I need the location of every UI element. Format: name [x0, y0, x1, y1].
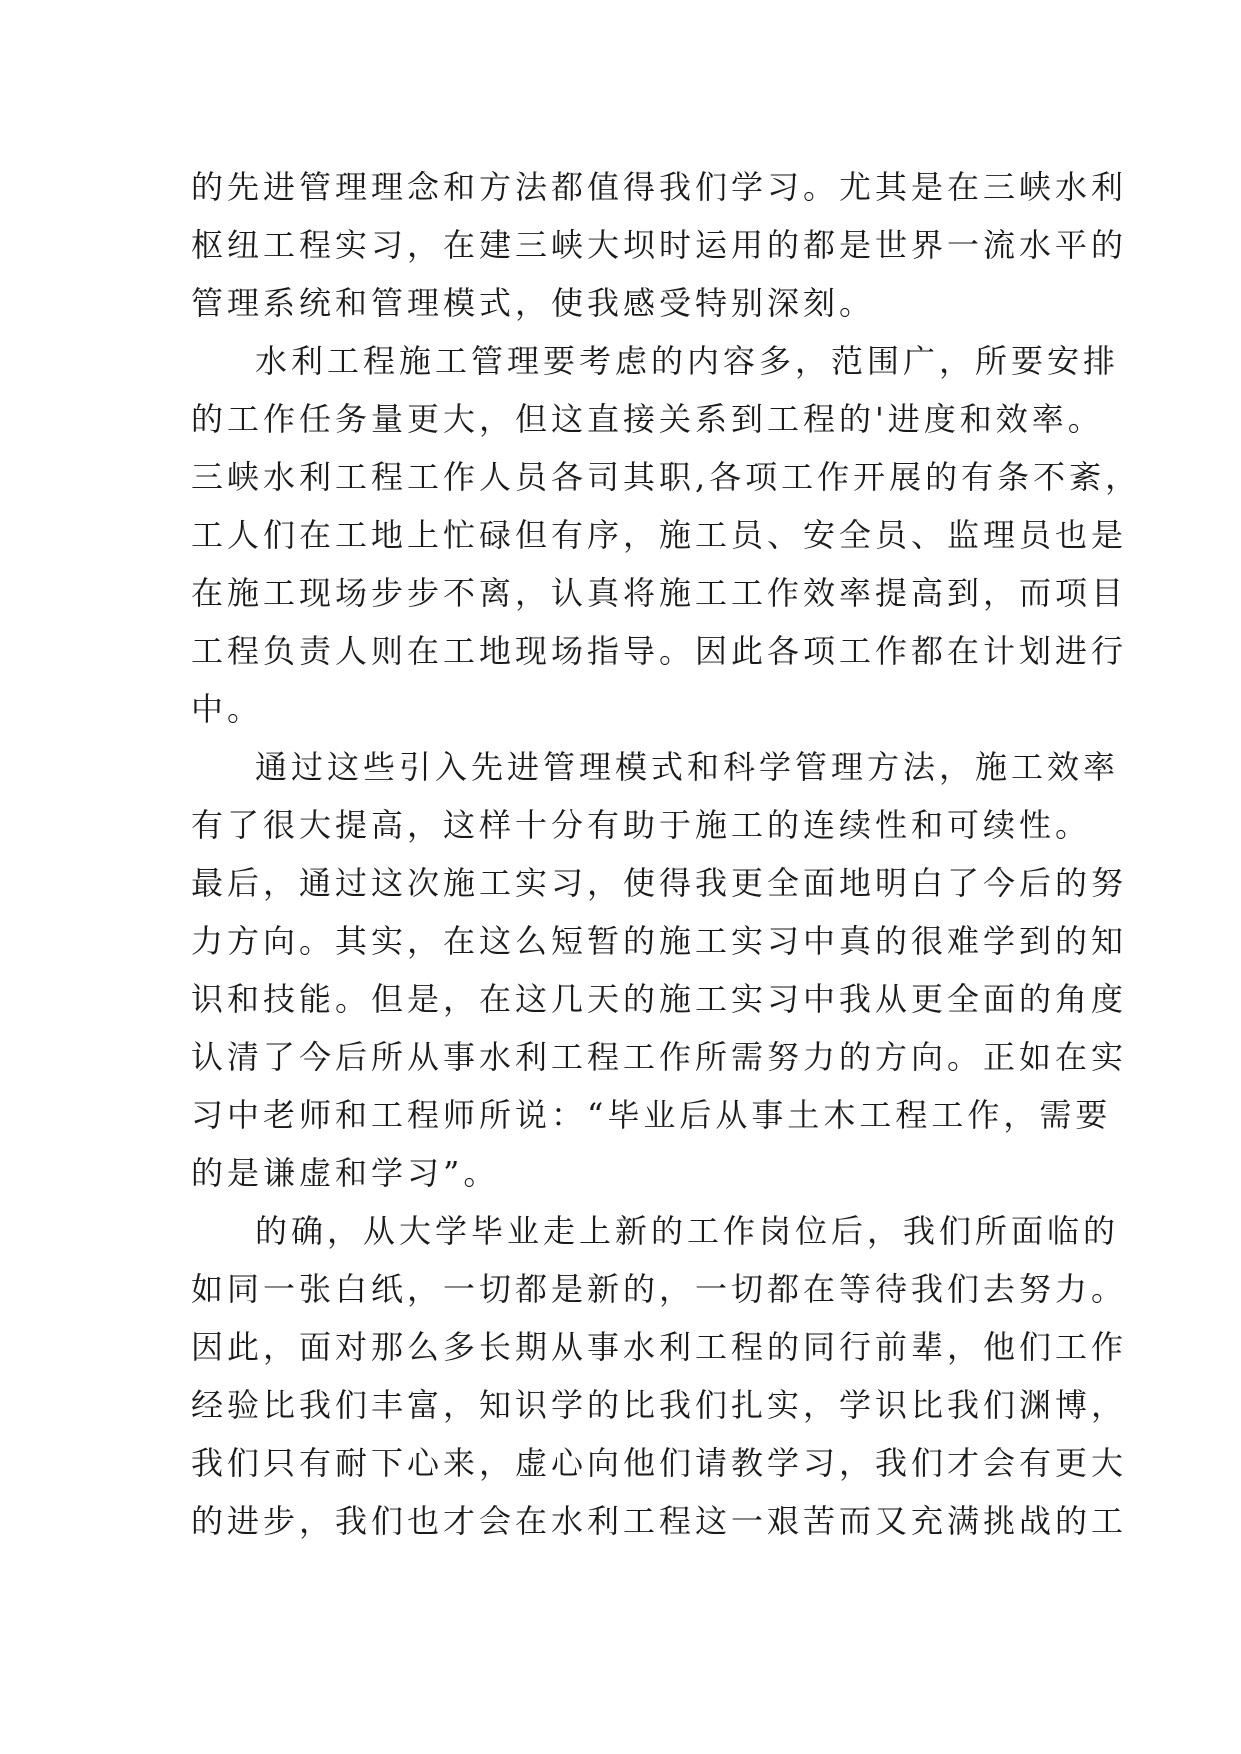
text-line: 力方向。其实，在这么短暂的施工实习中真的很难学到的知	[191, 922, 1128, 960]
text-line: 的进步，我们也才会在水利工程这一艰苦而又充满挑战的工	[191, 1502, 1128, 1540]
text-line: 的先进管理理念和方法都值得我们学习。尤其是在三峡水利	[191, 168, 1128, 206]
text-line: 管理系统和管理模式，使我感受特别深刻。	[191, 284, 876, 322]
text-line: 在施工现场步步不离，认真将施工工作效率提高到，而项目	[191, 574, 1128, 612]
paragraph-start-line: 的确，从大学毕业走上新的工作岗位后，我们所面临的	[255, 1212, 1120, 1250]
body-text	[191, 158, 1142, 1550]
text-line: 枢纽工程实习，在建三峡大坝时运用的都是世界一流水平的	[191, 226, 1128, 264]
text-line: 三峡水利工程工作人员各司其职,各项工作开展的有条不紊，	[191, 458, 1142, 496]
text-line: 工程负责人则在工地现场指导。因此各项工作都在计划进行	[191, 632, 1128, 670]
text-line: 认清了今后所从事水利工程工作所需努力的方向。正如在实	[191, 1038, 1128, 1076]
text-line: 识和技能。但是，在这几天的施工实习中我从更全面的角度	[191, 980, 1128, 1018]
text-line: 最后，通过这次施工实习，使得我更全面地明白了今后的努	[191, 864, 1128, 902]
text-line: 我们只有耐下心来，虚心向他们请教学习，我们才会有更大	[191, 1444, 1128, 1482]
paragraph-start-line: 水利工程施工管理要考虑的内容多，范围广，所要安排	[255, 342, 1120, 380]
text-line: 经验比我们丰富，知识学的比我们扎实，学识比我们渊博，	[191, 1386, 1128, 1424]
text-line: 因此，面对那么多长期从事水利工程的同行前辈，他们工作	[191, 1328, 1128, 1366]
text-line: 习中老师和工程师所说：“毕业后从事土木工程工作，需要	[191, 1096, 1112, 1134]
text-line: 如同一张白纸，一切都是新的，一切都在等待我们去努力。	[191, 1270, 1128, 1308]
text-line: 的是谦虚和学习”。	[191, 1154, 500, 1192]
text-line: 的工作任务量更大，但这直接关系到工程的'进度和效率。	[191, 400, 1104, 438]
text-line: 有了很大提高，这样十分有助于施工的连续性和可续性。	[191, 806, 1092, 844]
paragraph-start-line: 通过这些引入先进管理模式和科学管理方法，施工效率	[255, 748, 1120, 786]
text-line: 工人们在工地上忙碌但有序，施工员、安全员、监理员也是	[191, 516, 1128, 554]
text-line: 中。	[191, 690, 264, 728]
